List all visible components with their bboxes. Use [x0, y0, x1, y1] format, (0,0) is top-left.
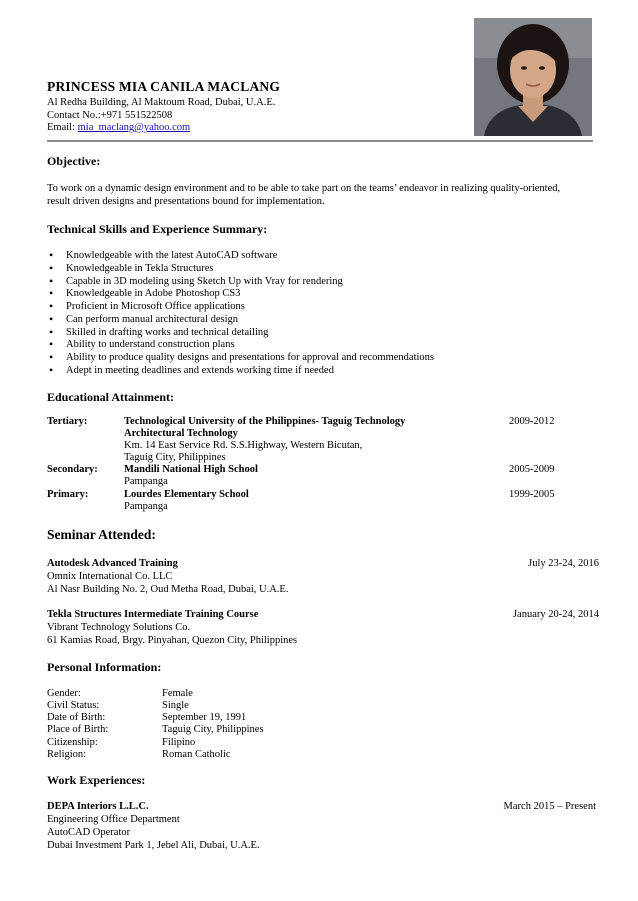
tertiary-label: Tertiary:	[47, 416, 88, 427]
seminar-1-title: Autodesk Advanced Training	[47, 558, 178, 569]
religion-label: Religion:	[47, 749, 87, 760]
skills-heading: Technical Skills and Experience Summary:	[47, 222, 268, 236]
list-item: • Proficient in Microsoft Office applications	[47, 301, 434, 314]
secondary-label: Secondary:	[47, 464, 98, 475]
tertiary-address-1: Km. 14 East Service Rd. S.S.Highway, Western Bicutan,	[124, 440, 363, 451]
skills-list	[47, 250, 434, 378]
email-label: Email:	[47, 122, 78, 133]
tertiary-school: Technological University of the Philippines- Taguig Technology	[124, 416, 406, 427]
email-line	[47, 121, 190, 134]
primary-label: Primary:	[47, 489, 89, 500]
seminar-2-org: Vibrant Technology Solutions Co.	[47, 622, 191, 633]
list-item: • Knowledgeable in Tekla Structures	[47, 263, 434, 276]
contact-line: Contact No.:+971 551522508	[47, 110, 173, 121]
work-address: Dubai Investment Park 1, Jebel Ali, Dubai, U.A.E.	[47, 840, 260, 851]
list-item: • Capable in 3D modeling using Sketch Up with Vray for rendering	[47, 276, 434, 289]
birth-date-value: September 19, 1991	[162, 712, 247, 723]
objective-line-2: result driven designs and presentations bound for implementation.	[47, 196, 325, 207]
work-position: AutoCAD Operator	[47, 827, 131, 838]
profile-photo	[474, 18, 592, 136]
citizenship-label: Citizenship:	[47, 737, 98, 748]
tertiary-program: Architectural Technology	[124, 428, 238, 439]
seminar-1-address: Al Nasr Building No. 2, Oud Metha Road, Dubai, U.A.E.	[47, 584, 289, 595]
profile-photo-image	[474, 18, 592, 136]
tertiary-details	[124, 416, 405, 464]
seminar-2-title: Tekla Structures Intermediate Training Course	[47, 609, 259, 620]
birth-place-label: Place of Birth:	[47, 724, 109, 735]
education-heading: Educational Attainment:	[47, 390, 175, 404]
religion-value: Roman Catholic	[162, 749, 231, 760]
list-item: • Adept in meeting deadlines and extends working time if needed	[47, 365, 434, 378]
civil-status-value: Single	[162, 700, 189, 711]
tertiary-address-2: Taguig City, Philippines	[124, 452, 226, 463]
work-heading: Work Experiences:	[47, 773, 146, 787]
list-item: • Ability to understand construction plans	[47, 339, 434, 352]
secondary-years: 2005-2009	[509, 464, 555, 475]
civil-status-label: Civil Status:	[47, 700, 100, 711]
primary-details	[124, 489, 249, 513]
list-item: • Knowledgeable with the latest AutoCAD software	[47, 250, 434, 263]
email-link[interactable]: mia_maclang@yahoo.com	[77, 122, 191, 133]
gender-label: Gender:	[47, 688, 81, 699]
applicant-name: PRINCESS MIA CANILA MACLANG	[47, 79, 281, 94]
personal-heading: Personal Information:	[47, 660, 162, 674]
seminar-2-address: 61 Kamias Road, Brgy. Pinyahan, Quezon City, Philippines	[47, 635, 298, 646]
citizenship-value: Filipino	[162, 737, 196, 748]
gender-value: Female	[162, 688, 193, 699]
list-item: • Ability to produce quality designs and presentations for approval and recommendations	[47, 352, 434, 365]
secondary-address: Pampanga	[124, 476, 168, 487]
objective-line-1: To work on a dynamic design environment and to be able to take part on the teams’ endeavor in realizing quality-oriented,	[47, 183, 561, 194]
birth-place-value: Taguig City, Philippines	[162, 724, 264, 735]
work-company: DEPA Interiors L.L.C.	[47, 801, 149, 812]
objective-text	[47, 182, 597, 208]
seminar-1-org: Omnix International Co. LLC	[47, 571, 173, 582]
list-item: • Skilled in drafting works and technical detailing	[47, 327, 434, 340]
secondary-school: Mandili National High School	[124, 464, 258, 475]
seminar-2	[47, 608, 297, 647]
work-dates: March 2015 – Present	[503, 801, 596, 812]
list-item: • Knowledgeable in Adobe Photoshop CS3	[47, 288, 434, 301]
primary-years: 1999-2005	[509, 489, 555, 500]
seminar-2-date: January 20-24, 2014	[512, 609, 599, 620]
header-divider	[47, 140, 593, 142]
seminar-1	[47, 557, 288, 596]
seminars-heading: Seminar Attended:	[47, 527, 156, 542]
objective-heading: Objective:	[47, 154, 101, 168]
primary-address: Pampanga	[124, 501, 168, 512]
secondary-details	[124, 464, 258, 488]
tertiary-years: 2009-2012	[509, 416, 555, 427]
address-line: Al Redha Building, Al Maktoum Road, Dubai, U.A.E.	[47, 97, 276, 108]
work-entry	[47, 800, 260, 852]
birth-date-label: Date of Birth:	[47, 712, 106, 723]
primary-school: Lourdes Elementary School	[124, 489, 249, 500]
seminar-1-date: July 23-24, 2016	[528, 558, 599, 569]
list-item: • Can perform manual architectural design	[47, 314, 434, 327]
work-department: Engineering Office Department	[47, 814, 180, 825]
